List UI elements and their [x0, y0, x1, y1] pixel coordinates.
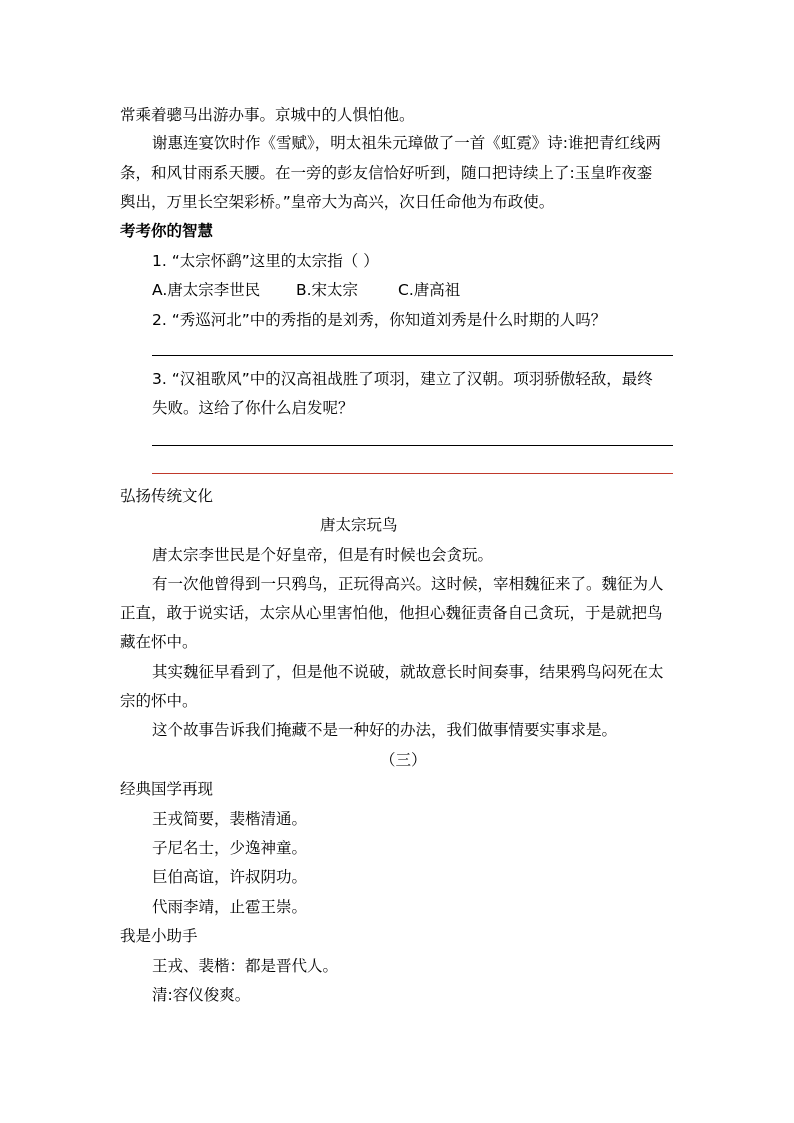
paragraph-continuation: 常乘着骢马出游办事。京城中的人惧怕他。	[120, 106, 415, 124]
question-1-option-b: B.宋太宗	[296, 281, 359, 299]
question-3-line: 3. “汉祖歌风”中的汉高祖战胜了项羽，建立了汉朝。项羽骄傲轻敌，最终	[152, 370, 653, 388]
culture-heading: 弘扬传统文化	[120, 487, 214, 505]
question-1-option-a: A.唐太宗李世民	[152, 281, 261, 299]
classic-line: 巨伯高谊，许叔阴功。	[152, 868, 308, 886]
question-3-line: 失败。这给了你什么启发呢？	[152, 399, 354, 417]
story-paragraph-line: 宗的怀中。	[120, 692, 198, 710]
paragraph-line: 谢惠连宴饮时作《雪赋》，明太祖朱元璋做了一首《虹霓》诗:谁把青红线两	[152, 134, 661, 152]
classic-line: 王戎简要，裴楷清通。	[152, 810, 308, 828]
story-paragraph-line: 有一次他曾得到一只鸦鸟，正玩得高兴。这时候，宰相魏征来了。魏征为人	[152, 575, 664, 593]
paragraph-line: 条，和风甘雨系天腰。在一旁的彭友信恰好听到，随口把诗续上了:玉皇昨夜銮	[120, 164, 653, 182]
answer-line	[152, 355, 673, 356]
classic-line: 子尼名士，少逸神童。	[152, 839, 308, 857]
classic-heading: 经典国学再现	[120, 780, 214, 798]
question-1: 1. “太宗怀鹞”这里的太宗指（ ）	[152, 252, 379, 270]
helper-line: 王戎、裴楷：都是晋代人。	[152, 957, 339, 975]
story-title: 唐太宗玩鸟	[320, 516, 398, 534]
classic-line: 代雨李靖，止雹王崇。	[152, 898, 308, 916]
paragraph-line: 舆出，万里长空架彩桥。”皇帝大为高兴，次日任命他为布政使。	[120, 193, 555, 211]
story-moral: 这个故事告诉我们掩藏不是一种好的办法，我们做事情要实事求是。	[152, 721, 618, 739]
story-paragraph-line: 其实魏征早看到了，但是他不说破，就故意长时间奏事，结果鸦鸟闷死在太	[152, 663, 664, 681]
section-title: （三）	[380, 751, 427, 769]
answer-line	[152, 445, 673, 446]
story-paragraph-line: 藏在怀中。	[120, 633, 198, 651]
helper-heading: 我是小助手	[120, 927, 198, 945]
story-paragraph: 唐太宗李世民是个好皇帝，但是有时候也会贪玩。	[152, 546, 494, 564]
question-2: 2. “秀巡河北”中的秀指的是刘秀，你知道刘秀是什么时期的人吗？	[152, 311, 607, 329]
quiz-heading: 考考你的智慧	[120, 222, 214, 240]
section-divider	[152, 473, 673, 474]
helper-line: 清:容仪俊爽。	[152, 986, 251, 1004]
story-paragraph-line: 正直，敢于说实话，太宗从心里害怕他，他担心魏征责备自己贪玩，于是就把鸟	[120, 604, 663, 622]
question-1-option-c: C.唐高祖	[398, 281, 461, 299]
